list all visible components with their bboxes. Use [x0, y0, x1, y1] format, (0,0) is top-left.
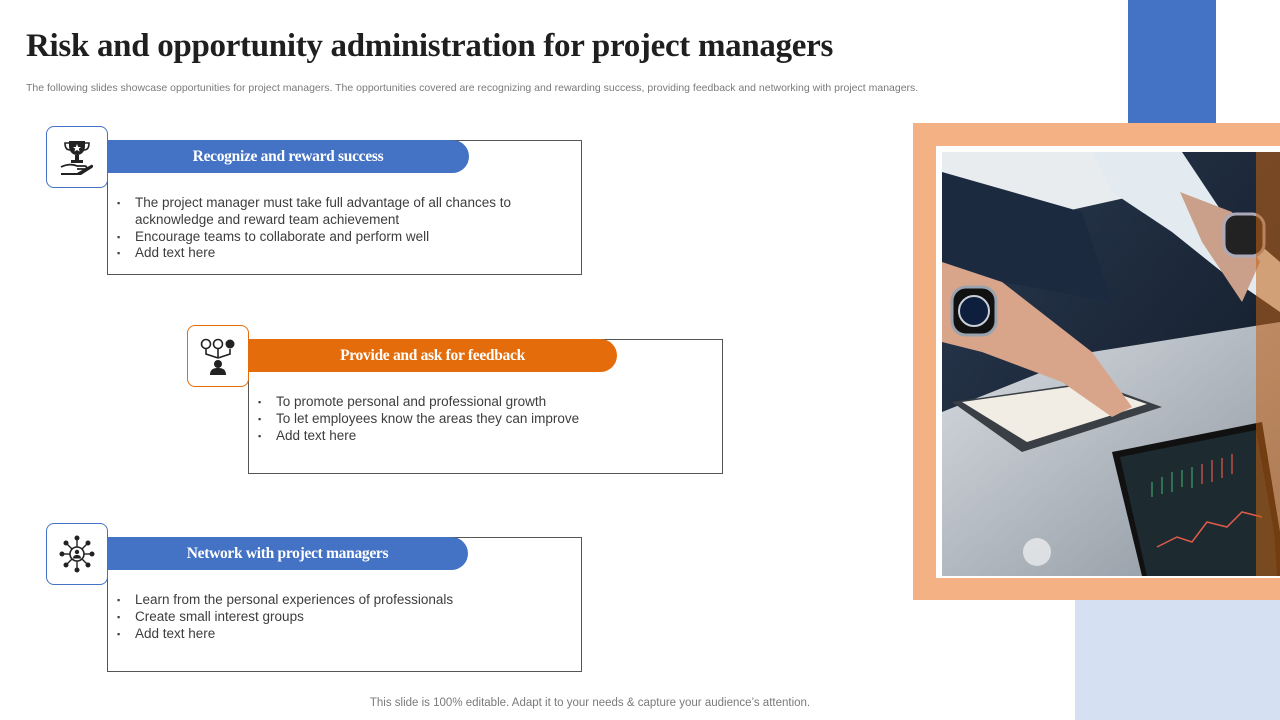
section-icon-box-network — [46, 523, 108, 585]
feedback-people-icon — [198, 336, 238, 376]
bullet-list — [108, 592, 453, 642]
list-item: ▪ To let employees know the areas they can improve — [249, 411, 579, 428]
section-icon-box-recognize — [46, 126, 108, 188]
list-item: ▪ Create small interest groups — [108, 609, 453, 626]
bullet-list — [249, 394, 579, 444]
list-item: ▪ To promote personal and professional growth — [249, 394, 579, 411]
section-heading-feedback: Provide and ask for feedback — [248, 339, 617, 372]
photo-orange-tint — [1256, 152, 1280, 576]
page-subtitle: The following slides showcase opportunities for project managers. The opportunities covered are recognizing and rewarding success, providing feedback and networking with project managers. — [26, 82, 919, 94]
section-icon-box-feedback — [187, 325, 249, 387]
footer-note: This slide is 100% editable. Adapt it to your needs & capture your audience’s attention. — [369, 697, 811, 709]
list-item: ▪ Add text here — [108, 245, 511, 262]
section-heading-recognize: Recognize and reward success — [107, 140, 469, 173]
trophy-hand-icon — [57, 137, 97, 177]
photo-illustration — [942, 152, 1280, 576]
list-item: acknowledge and reward team achievement — [135, 211, 400, 227]
list-item: ▪ Add text here — [249, 428, 579, 445]
bullet-list — [108, 195, 511, 262]
list-item: ▪ The project manager must take full advantage of all chances to — [108, 195, 511, 212]
list-item: ▪ Add text here — [108, 626, 453, 643]
network-hub-icon — [57, 534, 97, 574]
business-meeting-photo — [942, 152, 1280, 576]
section-heading-network: Network with project managers — [107, 537, 468, 570]
list-item: ▪ Learn from the personal experiences of professionals — [108, 592, 453, 609]
page-title: Risk and opportunity administration for project managers — [26, 28, 834, 64]
list-item: ▪ Encourage teams to collaborate and perform well — [108, 229, 511, 246]
